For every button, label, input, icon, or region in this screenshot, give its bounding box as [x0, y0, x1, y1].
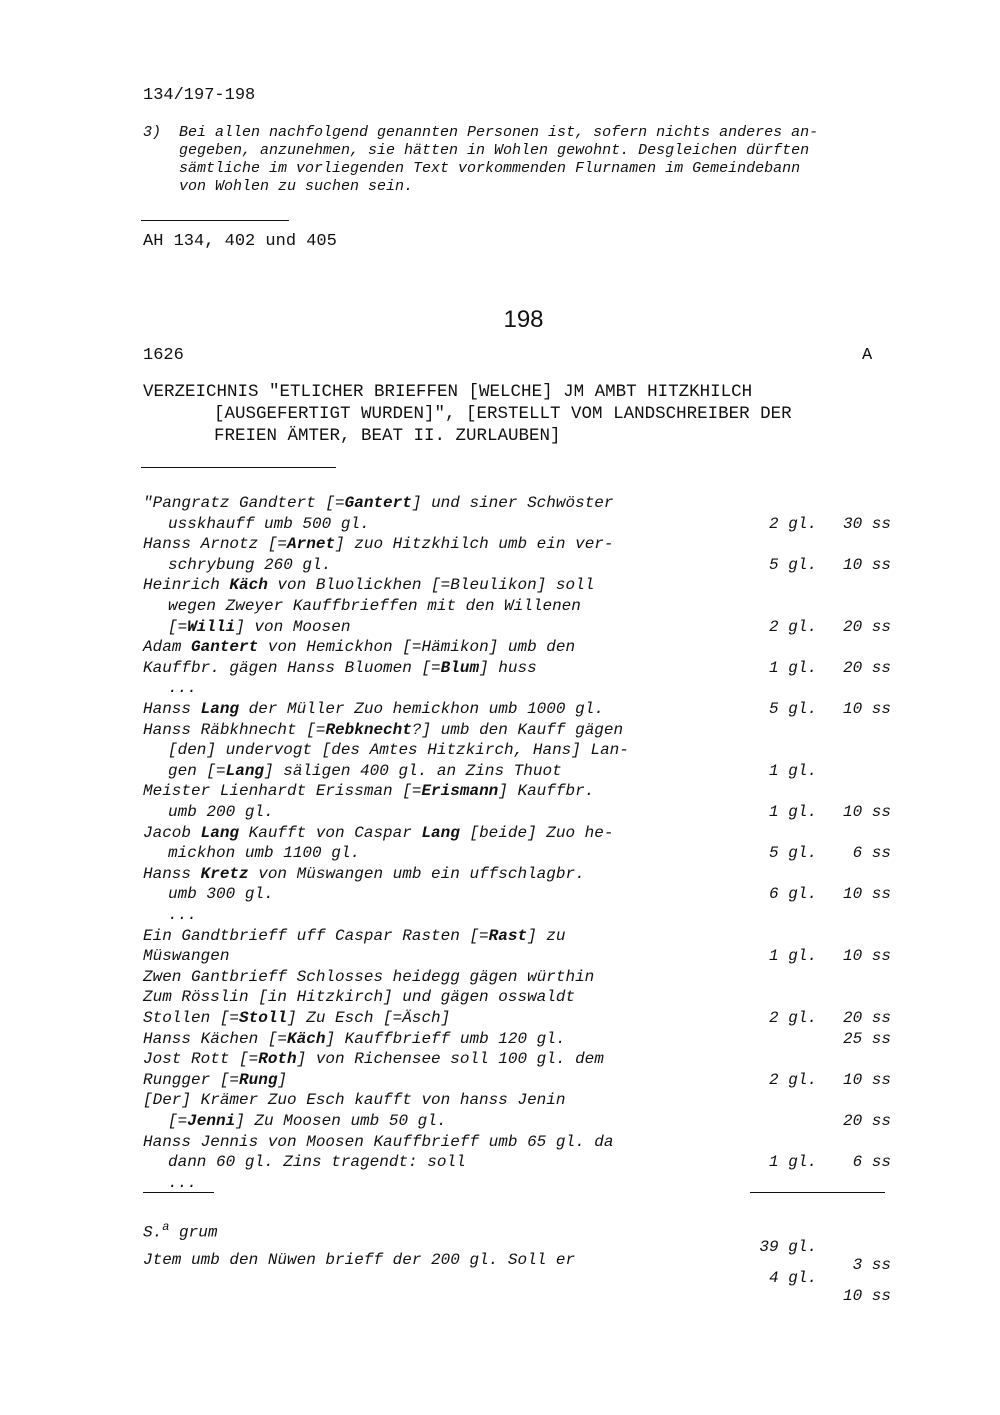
final-entry-row — [0, 1233, 1000, 1305]
final-entry-text: Jtem umb den Nüwen brieff der 200 gl. Soll er — [143, 1251, 576, 1269]
entry-text-segment: Hanss Arnotz [= — [143, 535, 288, 554]
entry-gl: 2 gl. — [768, 514, 817, 533]
entry-gl: 2 gl. — [768, 617, 817, 636]
entry-ss: 6 ss — [852, 1153, 891, 1172]
entry-text-segment: gen [= — [168, 761, 226, 780]
entry-text-segment: ] Zu Esch [=Äsch] — [287, 1009, 451, 1027]
entry-surname-bold: Willi — [187, 617, 236, 636]
entry-gl: 6 gl. — [768, 885, 817, 904]
entry-text-segment: von Bluolickhen [=Bleulikon] soll — [267, 576, 595, 595]
sum-ss: 3 ss — [852, 1256, 891, 1274]
entry-surname-bold: Lang — [200, 823, 240, 842]
entry-text — [168, 1174, 197, 1192]
entry-gl: 1 gl. — [768, 1153, 817, 1172]
entry-text-segment: [den] undervogt [des Amtes Hitzkirch, Hans] Lan- — [168, 741, 629, 760]
entry-ss: 10 ss — [842, 947, 891, 966]
entry-text-segment: ] und siner Schwöster — [411, 494, 614, 512]
entry-text-segment: Meister Lienhardt Erissman [= — [143, 782, 422, 801]
entry-text-segment: ] Zu Moosen umb 50 gl. — [235, 1112, 447, 1130]
entry-text-segment: "Pangratz Gandtert [= — [143, 494, 345, 512]
entry-surname-bold: Jenni — [187, 1112, 236, 1130]
entry-text-segment: Ein Gandtbrieff uff Caspar Rasten [= — [143, 926, 489, 945]
sum-label: S.$^a$ grum — [143, 1220, 218, 1242]
entry-text — [168, 906, 197, 924]
entry-text — [143, 1091, 565, 1109]
entry-ss: 20 ss — [842, 658, 891, 677]
entry-text-segment: [beide] Zuo he- — [459, 823, 614, 842]
entry-text-segment: Jacob — [143, 823, 201, 842]
entry-ss: 30 ss — [842, 514, 891, 533]
entry-ss: 6 ss — [852, 844, 891, 863]
entry-surname-bold: Lang — [421, 823, 460, 842]
entry-surname-bold: Rast — [488, 926, 528, 945]
entry-text-segment: Hanss Kächen [= — [143, 1029, 288, 1048]
entry-text — [143, 576, 594, 594]
entry-text-segment: Zwen Gantbrieff Schlosses heidegg gägen würthin — [143, 967, 595, 986]
entry-text — [143, 535, 614, 553]
entry-text — [168, 1112, 446, 1130]
entry-text-segment: Hanss — [143, 700, 201, 718]
entry-text-segment: ] — [277, 1070, 288, 1089]
final-entry-gl: 4 gl. — [768, 1269, 817, 1287]
entry-text — [168, 741, 629, 759]
entry-text — [168, 515, 370, 533]
entry-text — [143, 968, 594, 986]
sum-rule-left — [143, 1192, 214, 1193]
entry-gl: 1 gl. — [768, 947, 817, 966]
entry-text-segment: ] zu — [527, 926, 566, 945]
entry-text-segment: [= — [168, 617, 188, 636]
entry-text-segment: ] säligen 400 gl. an Zins Thuot — [264, 761, 562, 780]
entry-text-segment: dann 60 gl. Zins tragendt: soll — [168, 1153, 466, 1172]
entry-text-segment: usskhauff umb 500 gl. — [168, 514, 370, 533]
entry-surname-bold: Käch — [229, 576, 268, 595]
page-reference: 134/197-198 — [143, 86, 256, 105]
entry-text — [168, 844, 360, 862]
entry-text-segment: ] von Richensee soll 100 gl. dem — [296, 1050, 604, 1069]
document-letter: A — [862, 346, 873, 365]
entry-gl: 2 gl. — [768, 1009, 817, 1027]
entry-gl: 1 gl. — [768, 803, 817, 821]
entry-surname-bold: Käch — [287, 1029, 326, 1048]
document-title-line: FREIEN ÄMTER, BEAT II. ZURLAUBEN] — [214, 426, 561, 446]
entry-gl: 1 gl. — [768, 658, 817, 677]
entry-text — [168, 556, 331, 574]
entry-text-segment: ] Kauffbrieff umb 120 gl. — [325, 1029, 566, 1048]
entry-text-segment: umb 300 gl. — [168, 885, 274, 904]
entry-text-segment: Stollen [= — [143, 1009, 240, 1027]
entry-text-segment: ] Kauffbr. — [498, 782, 595, 801]
entry-surname-bold: Arnet — [287, 535, 336, 554]
entry-text — [168, 762, 562, 780]
entry-surname-bold: Blum — [440, 658, 480, 677]
entry-gl: 5 gl. — [768, 555, 817, 574]
entry-text-segment: von Müswangen umb ein uffschlagbr. — [248, 864, 585, 883]
entry-text-segment: ... — [168, 1173, 197, 1192]
entry-text-segment: Zum Rösslin [in Hitzkirch] und gägen osswaldt — [143, 988, 576, 1007]
entry-text — [143, 659, 537, 677]
entry-surname-bold: Kretz — [200, 864, 249, 883]
entry-surname-bold: Lang — [200, 700, 240, 718]
entry-text — [168, 803, 274, 821]
entry-text-segment: ... — [168, 906, 197, 924]
entry-text — [168, 618, 350, 636]
entry-ss: 20 ss — [842, 617, 891, 636]
footnote-line: gegeben, anzunehmen, sie hätten in Wohlen gewohnt. Desgleichen dürften — [179, 142, 810, 159]
document-year: 1626 — [143, 346, 184, 365]
entry-ss: 10 ss — [842, 1070, 891, 1089]
entry-text-segment: ] huss — [479, 658, 537, 677]
entry-text-segment: [= — [168, 1112, 188, 1130]
entry-text — [143, 865, 585, 883]
entry-surname-bold: Gantert — [344, 494, 412, 512]
entry-text-segment: wegen Zweyer Kauffbrieffen mit den Willenen — [168, 597, 581, 615]
entry-text-segment: ?] umb den Kauff gägen — [411, 720, 624, 739]
entry-surname-bold: Roth — [258, 1050, 297, 1069]
entry-text-segment: ] zuo Hitzkhilch umb ein ver- — [335, 535, 614, 554]
entry-text — [143, 700, 604, 718]
footnote-line: Bei allen nachfolgend genannten Personen ist, sofern nichts anderes an- — [179, 124, 819, 141]
source-reference: AH 134, 402 und 405 — [143, 232, 337, 251]
entry-text — [168, 885, 274, 903]
entry-gl: 1 gl. — [768, 761, 817, 780]
entry-text-segment: Hanss Räbkhnecht [= — [143, 720, 326, 739]
entry-text — [143, 638, 575, 656]
entry-text-segment: der Müller Zuo hemickhon umb 1000 gl. — [239, 700, 604, 718]
entry-ss: 25 ss — [842, 1029, 891, 1048]
entry-surname-bold: Gantert — [191, 638, 259, 657]
entry-ss: 10 ss — [842, 700, 891, 718]
entry-text — [168, 1153, 466, 1171]
entry-text — [143, 947, 229, 965]
entry-text — [143, 824, 613, 842]
entry-text — [143, 988, 575, 1006]
document-title-line: [AUSGEFERTIGT WURDEN]", [ERSTELLT VOM LANDSCHREIBER DER — [214, 404, 792, 424]
entry-text-segment: ... — [168, 679, 197, 698]
entry-ss: 20 ss — [842, 1009, 891, 1027]
entry-text — [143, 721, 623, 739]
entry-text-segment: mickhon umb 1100 gl. — [168, 844, 361, 863]
footnote-line: von Wohlen zu suchen sein. — [179, 178, 414, 195]
entry-text — [143, 1030, 565, 1048]
entry-text-segment: Hanss Jennis von Moosen Kauffbrieff umb 65 gl. da — [143, 1132, 614, 1151]
entry-surname-bold: Lang — [225, 761, 265, 780]
entry-text-segment: Rungger [= — [143, 1070, 240, 1089]
entry-surname-bold: Stoll — [239, 1009, 288, 1027]
entry-text-segment: von Hemickhon [=Hämikon] umb den — [258, 638, 576, 657]
entry-text-segment: ] von Moosen — [235, 617, 351, 636]
entry-text — [168, 679, 197, 697]
entry-text — [143, 1050, 604, 1068]
entry-gl: 2 gl. — [768, 1070, 817, 1089]
entry-text — [143, 494, 614, 512]
entry-gl: 5 gl. — [768, 700, 817, 718]
entry-text — [143, 782, 594, 800]
document-number: 198 — [503, 306, 544, 333]
entry-ss: 10 ss — [842, 555, 891, 574]
footnote-line: sämtliche im vorliegenden Text vorkommenden Flurnamen im Gemeindebann — [179, 160, 801, 177]
entry-ss: 20 ss — [842, 1112, 891, 1130]
entry-surname-bold: Rebknecht — [325, 720, 412, 739]
entry-text-segment: Heinrich — [143, 576, 230, 595]
entry-text — [143, 1133, 613, 1151]
entry-text-segment: Adam — [143, 638, 192, 657]
entry-text-segment: Kauffbr. gägen Hanss Bluomen [= — [143, 658, 441, 677]
entry-ss: 10 ss — [842, 885, 891, 904]
entry-text — [143, 1009, 450, 1027]
entry-text-segment: schrybung 260 gl. — [168, 555, 332, 574]
entry-text-segment: Kaufft von Caspar — [239, 823, 422, 842]
sum-rule-right — [750, 1192, 885, 1193]
entry-surname-bold: Erismann — [421, 782, 499, 801]
separator-rule — [141, 467, 336, 468]
entry-text-segment: Müswangen — [143, 947, 230, 966]
entry-text-segment: umb 200 gl. — [168, 803, 274, 821]
separator-rule — [141, 220, 289, 221]
entry-surname-bold: Rung — [239, 1070, 278, 1089]
entry-gl: 5 gl. — [768, 844, 817, 863]
document-title-line: VERZEICHNIS "ETLICHER BRIEFFEN [WELCHE] JM AMBT HITZKHILCH — [143, 382, 753, 402]
entry-text-segment: [Der] Krämer Zuo Esch kaufft von hanss Jenin — [143, 1091, 566, 1110]
sum-gl: 39 gl. — [759, 1238, 817, 1256]
footnote-number: 3) — [143, 124, 162, 141]
entry-text — [143, 1071, 287, 1089]
entry-text-segment: Hanss — [143, 864, 201, 883]
entry-ss: 10 ss — [842, 803, 891, 821]
final-entry-ss: 10 ss — [842, 1287, 891, 1305]
entry-text-segment: Jost Rott [= — [143, 1050, 259, 1069]
entry-text — [168, 597, 581, 615]
entry-text — [143, 927, 565, 945]
